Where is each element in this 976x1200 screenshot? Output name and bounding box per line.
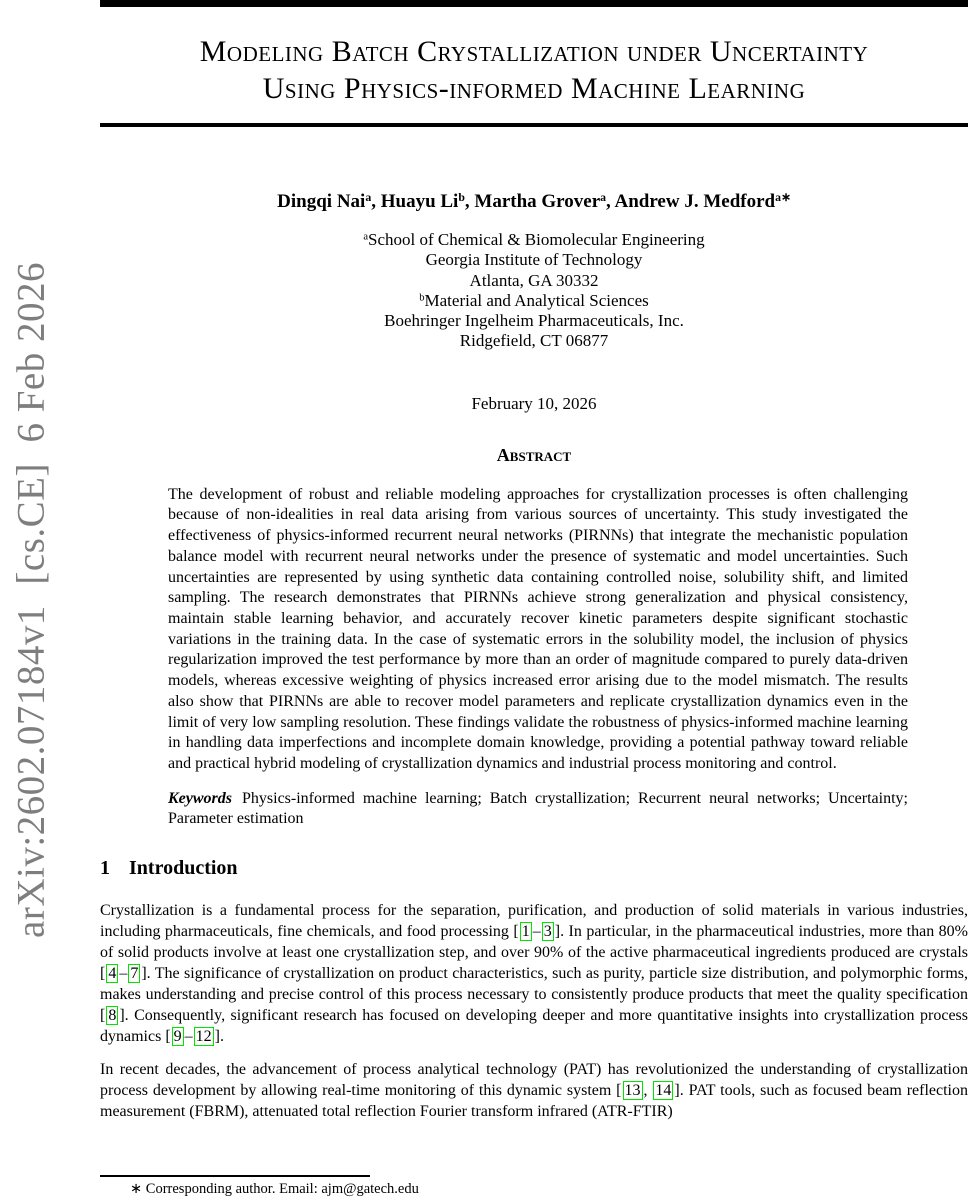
- author-name: Andrew J. Medford$^{a∗}$: [614, 191, 791, 212]
- title-line-1: Modeling Batch Crystallization under Uncertainty: [199, 35, 869, 68]
- footnote-rule: [100, 1175, 370, 1177]
- citation-link[interactable]: 14: [655, 1082, 672, 1100]
- keywords-block: [168, 789, 908, 830]
- abstract-heading: Abstract: [496, 444, 572, 465]
- author-name: Huayu Li$^b$,: [380, 191, 475, 212]
- citation-link[interactable]: 4: [108, 965, 117, 983]
- affiliations-block: [100, 230, 968, 352]
- affiliation-line: $^b$Material and Analytical Sciences: [419, 290, 649, 310]
- paper-date: February 10, 2026: [471, 393, 597, 413]
- author-name: Martha Grover$^a$,: [474, 191, 615, 212]
- title-line-2: Using Physics-informed Machine Learning: [262, 72, 806, 105]
- paper-content: [100, 0, 968, 1122]
- title-rule-top: [100, 0, 968, 7]
- citation-link[interactable]: 9: [173, 1028, 182, 1046]
- paper-title: [100, 33, 968, 107]
- author-name: Dingqi Nai$^a$,: [277, 191, 381, 212]
- citation-link[interactable]: 12: [195, 1028, 212, 1046]
- corresponding-author-footnote: [100, 1181, 968, 1198]
- affiliation-line: Georgia Institute of Technology: [425, 250, 643, 270]
- intro-paragraph-1: Crystallization is a fundamental process for the separation, purification, and production of solid materials in various industries, including pharmaceuticals, fine chemicals, and food processing [ 1 – 3 ]. In particular, in the pharmaceutical industries, more than 80% of solid products involve at least one crystallization step, and over 90% of the active pharmaceutical ingredients produced are crystals [ 4 – 7 ]. The significance of crystallization on product characteristics, such as purity, particle size distribution, and polymorphic forms, makes understanding and precise control of this process necessary to consistently produce products that meet the quality specification [ 8 ]. Consequently, significant research has focused on developing deeper and more quantitative insights into crystallization process dynamics [ 9 – 12 ].: [100, 902, 968, 1046]
- intro-paragraph-2: In recent decades, the advancement of process analytical technology (PAT) has revolutionized the understanding of crystallization process development by allowing real-time monitoring of this dynamic system [ 13 , 14 ]. PAT tools, such as focused beam reflection measurement (FBRM), attenuated total reflection Fourier transform infrared (ATR-FTIR): [100, 1061, 969, 1121]
- arxiv-watermark: arXiv:2602.07184v1 [cs.CE] 6 Feb 2026: [9, 262, 53, 938]
- footnote-marker: ∗: [130, 1180, 143, 1197]
- citation-link[interactable]: 13: [624, 1082, 641, 1100]
- citation-link[interactable]: 1: [521, 923, 530, 941]
- affiliation-line: Atlanta, GA 30332: [469, 270, 599, 290]
- citation-link[interactable]: 3: [543, 923, 552, 941]
- citation-link[interactable]: 7: [130, 965, 139, 983]
- keywords-text: Physics-informed machine learning; Batch crystallization; Recurrent neural networks; Uncertainty; Parameter estimation: [168, 789, 908, 828]
- footnote-text: Corresponding author. Email: ajm@gatech.edu: [142, 1180, 419, 1197]
- section-heading-introduction: [100, 857, 968, 880]
- section-number: 1: [100, 857, 110, 880]
- affiliation-line: $^a$School of Chemical & Biomolecular Engineering: [363, 230, 705, 249]
- affiliation-line: Ridgefield, CT 06877: [459, 331, 609, 351]
- footnote-block: [100, 1175, 968, 1198]
- section-title: Introduction: [129, 857, 238, 880]
- affiliation-line: Boehringer Ingelheim Pharmaceuticals, Inc.: [384, 311, 684, 331]
- citation-link[interactable]: 8: [108, 1007, 117, 1025]
- title-rule-bottom: [100, 123, 968, 127]
- keywords-label: Keywords: [168, 789, 232, 807]
- abstract-text: The development of robust and reliable modeling approaches for crystallization processes is often challenging because of non-idealities in real data arising from various sources of uncertainty. This study investigated the effectiveness of physics-informed recurrent neural networks (PIRNNs) that integrate the mechanistic population balance model with recurrent neural networks under the presence of systematic and model uncertainties. Such uncertainties are represented by using synthetic data containing controlled noise, solubility shift, and limited sampling. The research demonstrates that PIRNNs achieve strong generalization and physical consistency, maintain stable learning behavior, and accurately recover kinetic parameters despite significant stochastic variations in the training data. In the case of systematic errors in the solubility model, the inclusion of physics regularization improved the test performance by more than an order of magnitude compared to purely data-driven models, whereas excessive weighting of physics increased error arising due to the model mismatch. The results also show that PIRNNs are able to recover model parameters and replicate crystallization dynamics even in the limit of very low sampling resolution. These findings validate the robustness of physics-informed machine learning in handling data imperfections and incomplete domain knowledge, providing a potential pathway toward reliable and practical hybrid modeling of crystallization dynamics and industrial process monitoring and control.: [168, 485, 908, 772]
- author-line: [100, 191, 968, 213]
